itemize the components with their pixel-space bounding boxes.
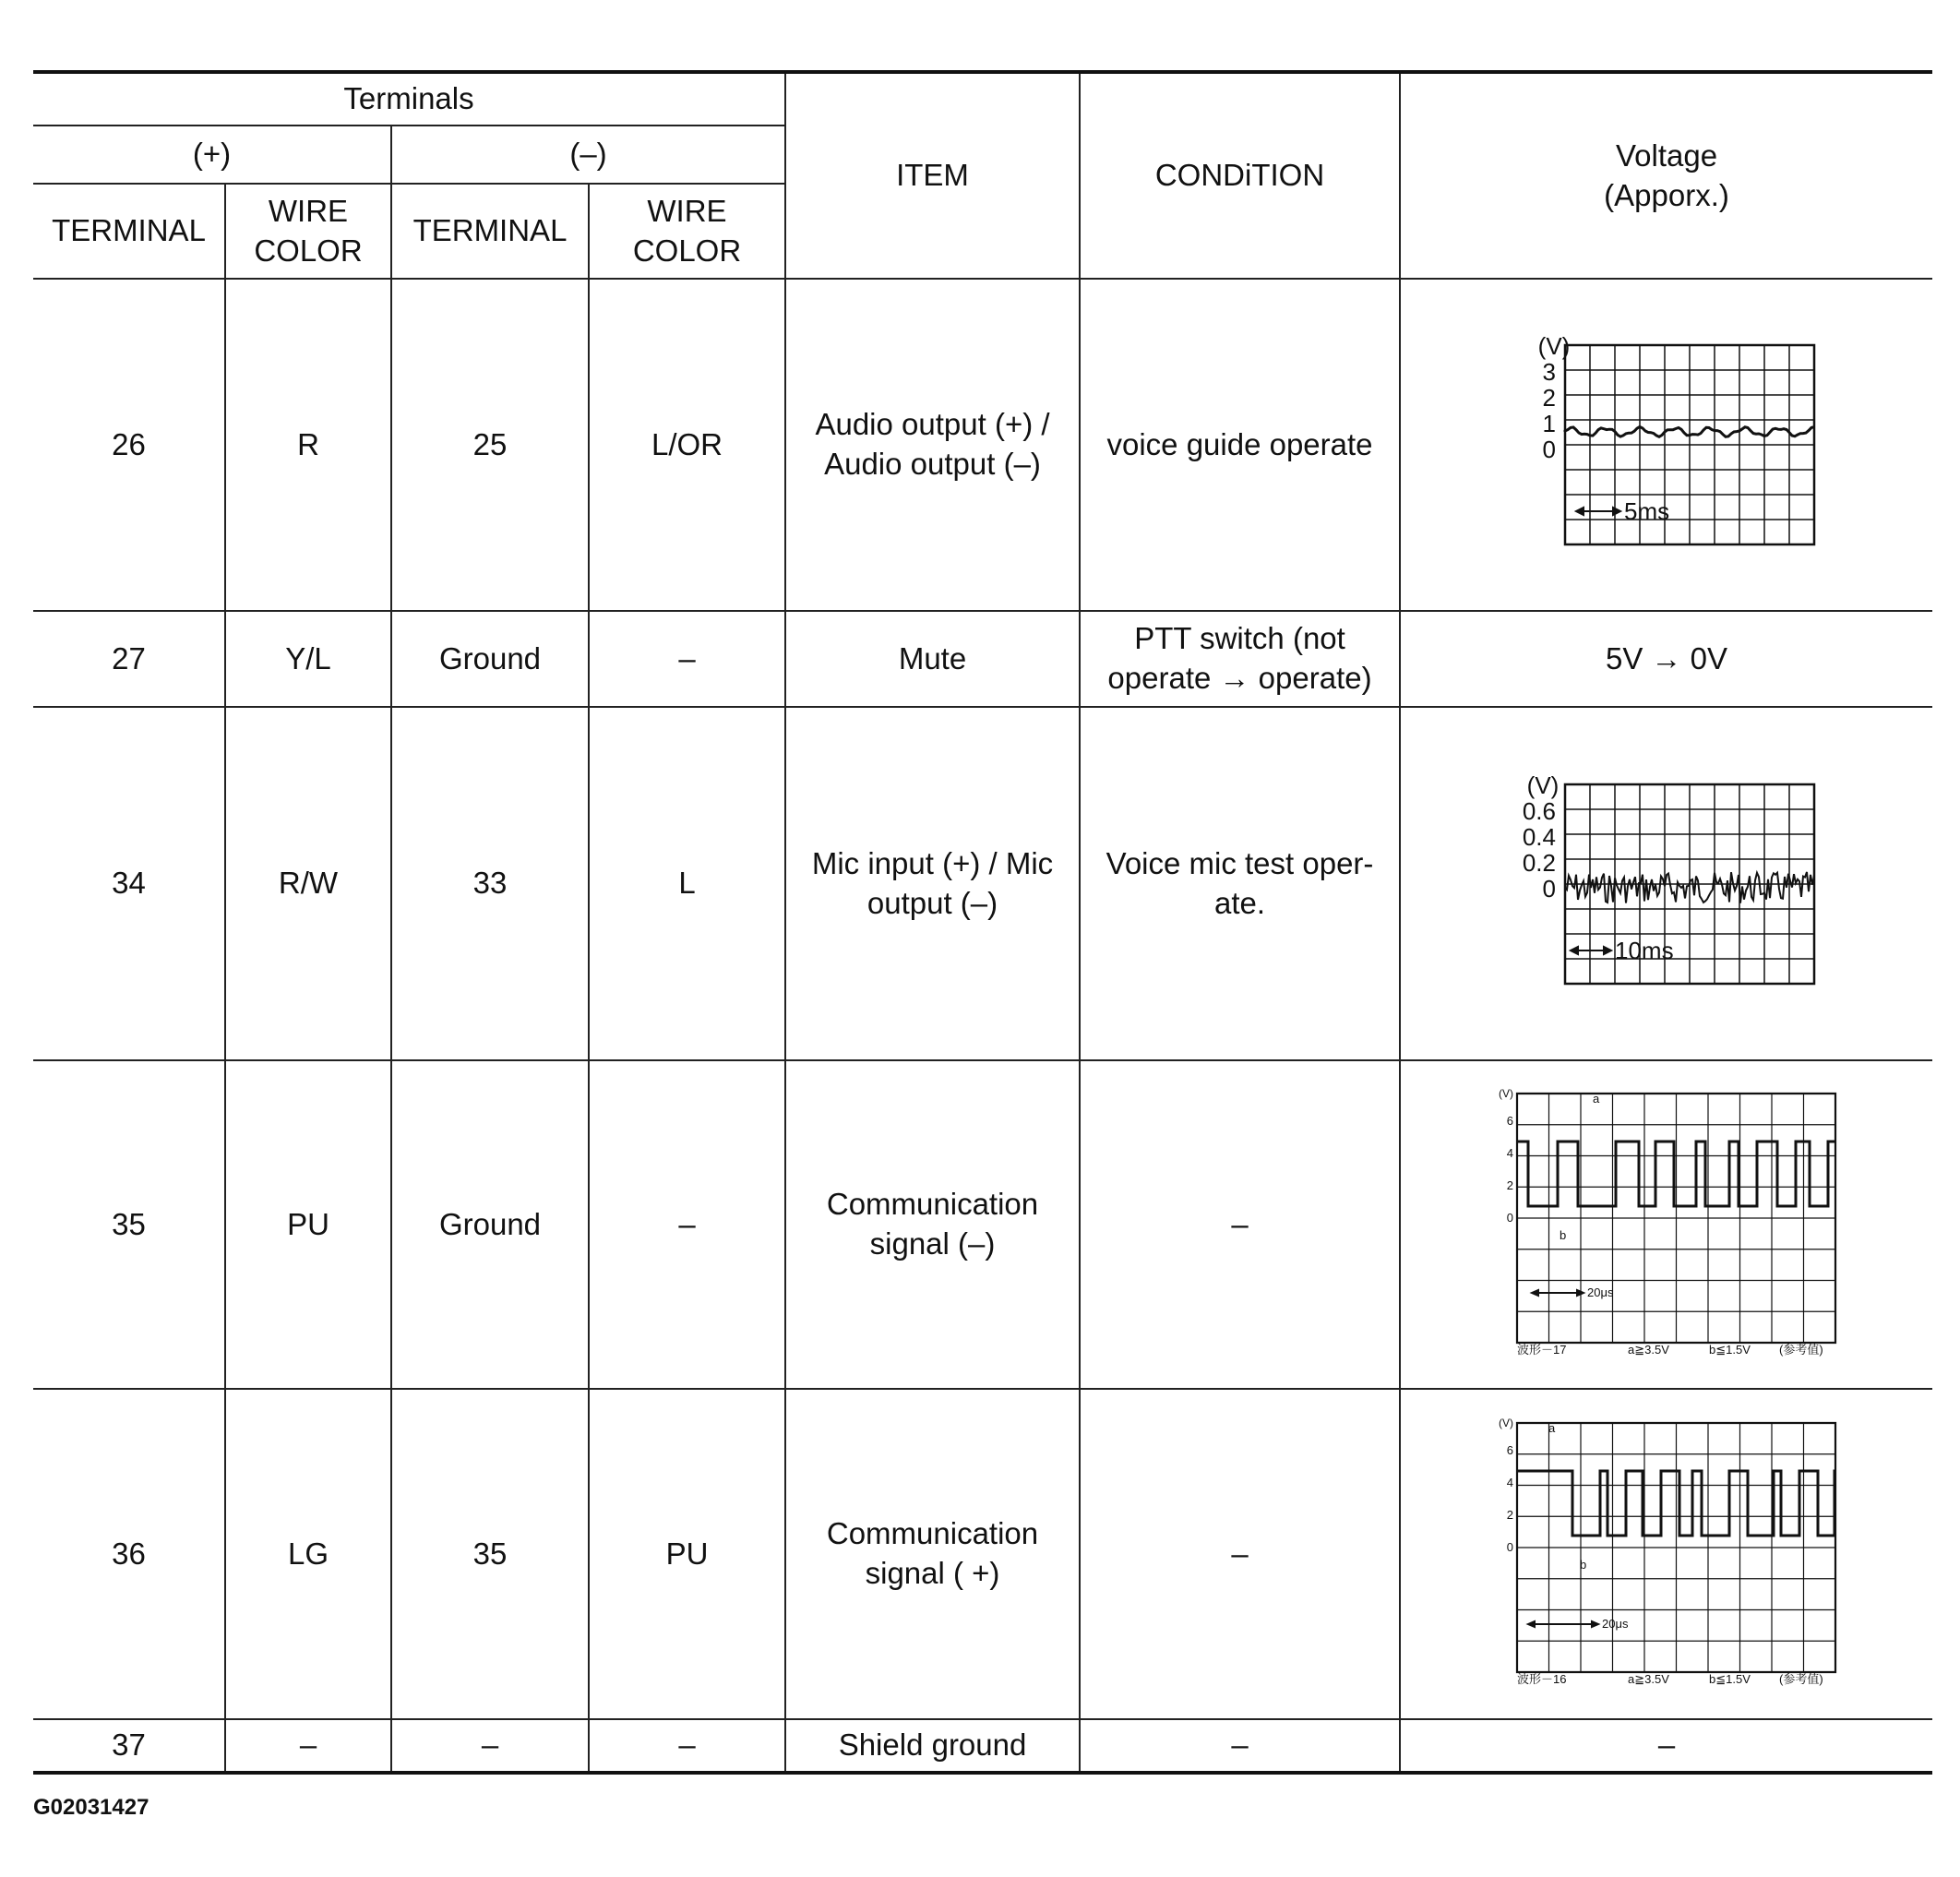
terminal-table-sheet [33, 70, 1932, 1775]
table-row [33, 611, 1932, 707]
wave-y-tick: 6 [1506, 1443, 1514, 1457]
neg-wire-color-header [589, 184, 785, 279]
voltage-cell: – [1400, 1719, 1932, 1773]
minus-header: (–) [391, 126, 785, 184]
time-scale-label: 5ms [1624, 497, 1670, 525]
wave-unit-label: (V) [1499, 1087, 1514, 1100]
wave-y-tick: 2 [1542, 384, 1557, 412]
time-scale-label: 20μs [1602, 1617, 1629, 1631]
wave-grid [1517, 1094, 1835, 1343]
pos-terminal-cell: 37 [33, 1719, 225, 1773]
neg-terminal-cell: 25 [391, 279, 589, 611]
neg-wire-cell: – [589, 1060, 785, 1389]
mic-input-waveform [1510, 773, 1823, 995]
terminal-table [33, 70, 1932, 1775]
voltage-header-label: Voltage (Apporx.) [1604, 137, 1729, 212]
condition-header: CONDiTION [1080, 72, 1400, 279]
voltage-cell [1400, 707, 1932, 1060]
audio-output-waveform [1510, 334, 1823, 556]
marker-a-label: a [1593, 1092, 1600, 1106]
table-row [33, 1060, 1932, 1389]
time-scale-label: 20μs [1587, 1285, 1614, 1299]
table-row [33, 1389, 1932, 1719]
wave-grid [1517, 1423, 1835, 1672]
wave-y-tick: 0 [1542, 874, 1557, 903]
wave-y-tick: 0 [1506, 1540, 1514, 1554]
wave-y-tick: 2 [1506, 1508, 1514, 1522]
time-scale-arrow [1528, 1621, 1598, 1627]
pos-terminal-cell: 34 [33, 707, 225, 1060]
time-scale-arrow [1571, 947, 1611, 954]
condition-cell: – [1080, 1719, 1400, 1773]
neg-wire-cell: – [589, 611, 785, 707]
condition-cell: – [1080, 1060, 1400, 1389]
plus-header: (+) [33, 126, 391, 184]
wave-y-tick: 0.6 [1522, 796, 1557, 825]
table-row [33, 707, 1932, 1060]
pos-terminal-cell: 36 [33, 1389, 225, 1719]
wave-footer: (参考值) [1779, 1672, 1823, 1686]
condition-cell: – [1080, 1389, 1400, 1719]
marker-b-label: b [1560, 1228, 1567, 1242]
pos-wire-cell: – [225, 1719, 391, 1773]
neg-terminal-cell: 33 [391, 707, 589, 1060]
wave-footer: 波形－16 [1517, 1672, 1567, 1686]
comm-plus-waveform [1491, 1416, 1842, 1692]
wave-footer: a≧3.5V [1628, 1672, 1669, 1686]
neg-wire-cell: L [589, 707, 785, 1060]
voltage-cell [1400, 1060, 1932, 1389]
item-cell: Audio output (+) / Audio output (–) [785, 279, 1080, 611]
pos-terminal-cell: 35 [33, 1060, 225, 1389]
wave-y-tick: 0.2 [1522, 848, 1557, 877]
condition-cell: PTT switch (not operate → operate) [1080, 611, 1400, 707]
terminals-header: Terminals [33, 72, 785, 126]
pos-wire-cell: PU [225, 1060, 391, 1389]
time-scale-label: 10ms [1615, 936, 1674, 964]
pos-terminal-cell: 27 [33, 611, 225, 707]
time-scale-arrow [1576, 508, 1620, 515]
voltage-cell [1400, 1389, 1932, 1719]
item-cell: Shield ground [785, 1719, 1080, 1773]
wave-footer: a≧3.5V [1628, 1343, 1669, 1357]
neg-terminal-cell: Ground [391, 611, 589, 707]
wave-footer: (参考值) [1779, 1343, 1823, 1357]
pos-wire-cell: R [225, 279, 391, 611]
table-row [33, 1719, 1932, 1773]
neg-terminal-cell: – [391, 1719, 589, 1773]
wave-y-tick: 0 [1542, 436, 1557, 463]
item-cell: Mic input (+) / Mic output (–) [785, 707, 1080, 1060]
wave-footer: 波形－17 [1517, 1343, 1567, 1357]
item-cell: Mute [785, 611, 1080, 707]
wave-y-tick: 0.4 [1522, 822, 1557, 851]
figure-code: G02031427 [33, 1795, 149, 1820]
pos-wire-color-header [225, 184, 391, 279]
item-header: ITEM [785, 72, 1080, 279]
wave-unit-label: (V) [1526, 772, 1560, 799]
marker-b-label: b [1580, 1558, 1587, 1572]
wave-unit-label: (V) [1499, 1417, 1514, 1429]
neg-wire-color-label: WIRE COLOR [632, 193, 742, 268]
wave-y-tick: 0 [1506, 1211, 1514, 1225]
wave-unit-label: (V) [1537, 334, 1571, 360]
pos-wire-cell: LG [225, 1389, 391, 1719]
pos-terminal-header: TERMINAL [33, 184, 225, 279]
pos-terminal-cell: 26 [33, 279, 225, 611]
condition-cell: Voice mic test oper-ate. [1080, 707, 1400, 1060]
marker-a-label: a [1548, 1421, 1556, 1435]
voltage-cell: 5V → 0V [1400, 611, 1932, 707]
pos-wire-cell: Y/L [225, 611, 391, 707]
neg-terminal-cell: Ground [391, 1060, 589, 1389]
voltage-cell [1400, 279, 1932, 611]
wave-y-tick: 4 [1506, 1476, 1514, 1489]
wave-y-tick: 4 [1506, 1146, 1514, 1160]
neg-wire-cell: L/OR [589, 279, 785, 611]
wave-grid [1565, 345, 1814, 544]
neg-wire-cell: – [589, 1719, 785, 1773]
voltage-header [1400, 72, 1932, 279]
pos-wire-color-label: WIRE COLOR [254, 193, 363, 268]
item-cell: Communication signal ( +) [785, 1389, 1080, 1719]
condition-cell: voice guide operate [1080, 279, 1400, 611]
wave-y-tick: 1 [1542, 410, 1557, 437]
wave-footer: b≦1.5V [1709, 1672, 1751, 1686]
neg-terminal-cell: 35 [391, 1389, 589, 1719]
table-row [33, 279, 1932, 611]
neg-wire-cell: PU [589, 1389, 785, 1719]
neg-terminal-header: TERMINAL [391, 184, 589, 279]
wave-y-tick: 6 [1506, 1114, 1514, 1128]
pos-wire-cell: R/W [225, 707, 391, 1060]
wave-footer: b≦1.5V [1709, 1343, 1751, 1357]
comm-minus-waveform [1491, 1086, 1842, 1363]
wave-y-tick: 2 [1506, 1178, 1514, 1192]
item-cell: Communication signal (–) [785, 1060, 1080, 1389]
time-scale-arrow [1532, 1290, 1584, 1296]
wave-y-tick: 3 [1542, 358, 1557, 386]
